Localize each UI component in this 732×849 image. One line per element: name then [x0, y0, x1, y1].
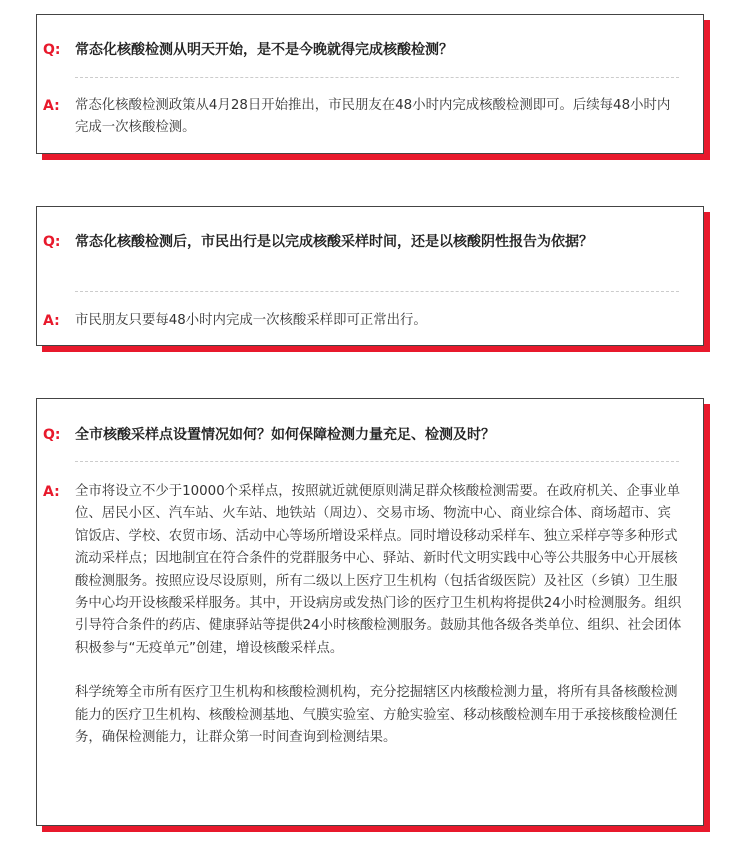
question-tag: Q: — [43, 234, 61, 250]
question-row — [37, 424, 683, 446]
divider — [75, 291, 679, 292]
question-tag: Q: — [43, 42, 61, 58]
answer-text — [75, 95, 683, 140]
answer-row — [37, 481, 683, 749]
answer-paragraph: 全市将设立不少于10000个采样点，按照就近就便原则满足群众核酸检测需要。在政府机关、企事业单位、居民小区、汽车站、火车站、地铁站（周边）、交易市场、物流中心、商业综合体、商场超市、宾馆饭店、学校、农贸市场、活动中心等场所增设采样点。同时增设移动采样车、独立采样亭等多种形式流动采样点；因地制宜在符合条件的党群服务中心、驿站、新时代文明实践中心等公共服务中心开展核酸检测服务。按照应设尽设原则，所有二级以上医疗卫生机构（包括省级医院）及社区（乡镇）卫生服务中心均开设核酸采样服务。其中，开设病房或发热门诊的医疗卫生机构将提供24小时检测服务。组织引导符合条件的药店、健康驿站等提供24小时核酸检测服务。鼓励其他各级各类单位、组织、社会团体积极参与“无疫单元”创建，增设核酸采样点。 — [75, 484, 682, 656]
divider — [75, 77, 679, 78]
question-text: 常态化核酸检测后，市民出行是以完成核酸采样时间，还是以核酸阴性报告为依据？ — [75, 234, 593, 250]
answer-row — [37, 95, 683, 140]
question-text: 全市核酸采样点设置情况如何？如何保障检测力量充足、检测及时？ — [75, 427, 495, 443]
answer-tag: A: — [43, 313, 60, 329]
answer-paragraph: 市民朋友只要每48小时内完成一次核酸采样即可正常出行。 — [75, 313, 427, 328]
qa-card-2 — [36, 206, 704, 346]
answer-tag: A: — [43, 98, 60, 114]
answer-text — [75, 481, 683, 749]
question-tag: Q: — [43, 427, 61, 443]
answer-paragraph: 科学统筹全市所有医疗卫生机构和核酸检测机构，充分挖掘辖区内核酸检测力量，将所有具备核酸检测能力的医疗卫生机构、核酸检测基地、气膜实验室、方舱实验室、移动核酸检测车用于承接核酸检测任务，确保检测能力，让群众第一时间查询到检测结果。 — [75, 685, 678, 746]
question-row — [37, 39, 683, 61]
question-text: 常态化核酸检测从明天开始，是不是今晚就得完成核酸检测？ — [75, 42, 453, 58]
card-box — [36, 14, 704, 154]
answer-row — [37, 310, 683, 332]
divider — [75, 461, 679, 462]
card-box — [36, 206, 704, 346]
qa-card-3 — [36, 398, 704, 826]
answer-text — [75, 310, 427, 332]
card-box — [36, 398, 704, 826]
answer-tag: A: — [43, 484, 60, 500]
qa-card-1 — [36, 14, 704, 154]
answer-paragraph: 常态化核酸检测政策从4月28日开始推出，市民朋友在48小时内完成核酸检测即可。后续每48小时内完成一次核酸检测。 — [75, 98, 671, 136]
question-row — [37, 231, 683, 253]
